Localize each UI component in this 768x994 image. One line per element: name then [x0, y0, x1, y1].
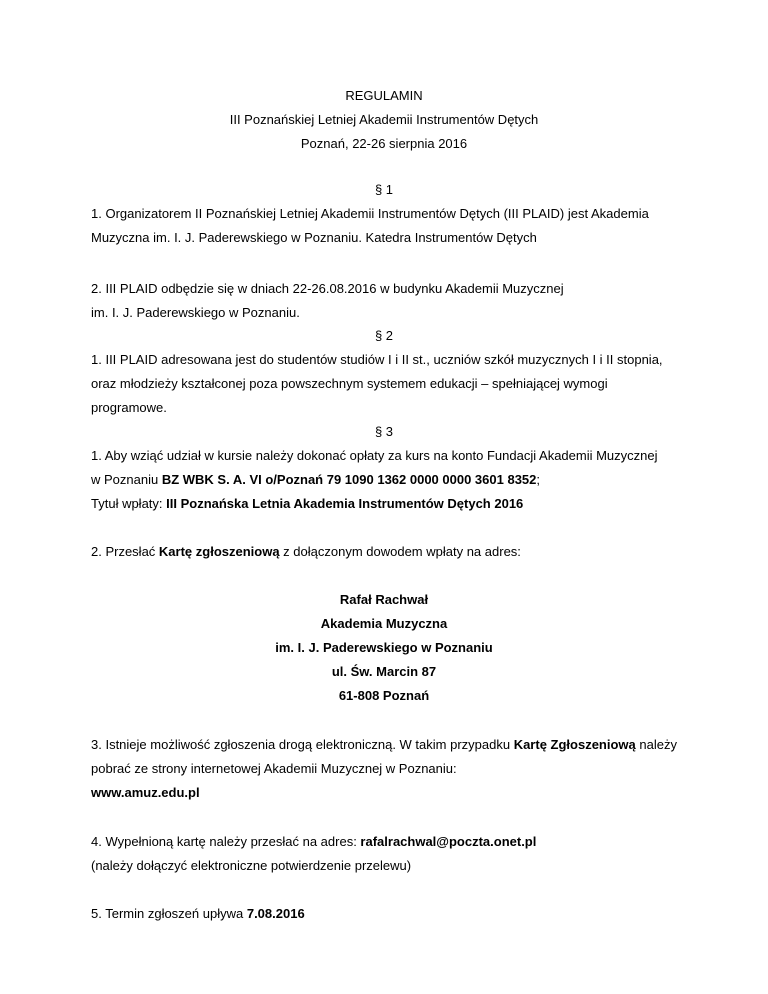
- s3-paragraph-1-line-1: 1. Aby wziąć udział w kursie należy dokonać opłaty za kurs na konto Fundacji Akademii Muzycznej: [91, 448, 658, 463]
- website-url: [91, 785, 200, 801]
- s3-bank-suffix: ;: [536, 472, 541, 487]
- s3-paragraph-1-line-3: [91, 496, 523, 512]
- s3-p3-prefix: 3. Istnieje możliwość zgłoszenia drogą elektroniczną. W takim przypadku: [91, 737, 514, 752]
- s3-p2-suffix: z dołączonym dowodem wpłaty na adres:: [279, 544, 521, 559]
- s3-paragraph-5: [91, 906, 305, 922]
- s2-paragraph-1-line-3: programowe.: [91, 400, 167, 415]
- s3-paragraph-3-line-1: [91, 737, 677, 753]
- email-address: rafalrachwal@poczta.onet.pl: [360, 834, 537, 849]
- website-url-text: www.amuz.edu.pl: [91, 785, 200, 800]
- s2-paragraph-1-line-1: 1. III PLAID adresowana jest do studentów studiów I i II st., uczniów szkół muzycznych I i II stopnia,: [91, 352, 663, 367]
- s1-paragraph-1-line-2: Muzyczna im. I. J. Paderewskiego w Poznaniu. Katedra Instrumentów Dętych: [91, 230, 537, 245]
- bank-account-number: BZ WBK S. A. VI o/Poznań 79 1090 1362 0000 0000 3601 8352: [161, 472, 537, 487]
- s1-paragraph-2-line-2: im. I. J. Paderewskiego w Poznaniu.: [91, 305, 300, 320]
- application-card-term: Kartę zgłoszeniową: [158, 544, 280, 559]
- s3-paragraph-4-line-2: (należy dołączyć elektroniczne potwierdzenie przelewu): [91, 858, 412, 873]
- transfer-title-label: Tytuł wpłaty:: [91, 496, 167, 511]
- application-card-term-2: Kartę Zgłoszeniową: [513, 737, 636, 752]
- address-street: ul. Św. Marcin 87: [331, 664, 437, 679]
- s3-p3-suffix: należy: [635, 737, 677, 752]
- address-org: Akademia Muzyczna: [320, 616, 448, 631]
- deadline-date: 7.08.2016: [246, 906, 305, 921]
- s3-paragraph-3-line-2: pobrać ze strony internetowej Akademii Muzycznej w Poznaniu:: [91, 761, 457, 776]
- s3-p2-prefix: 2. Przesłać: [91, 544, 159, 559]
- s3-bank-prefix: w Poznaniu: [91, 472, 162, 487]
- transfer-title-value: III Poznańska Letnia Akademia Instrumentów Dętych 2016: [166, 496, 524, 511]
- s3-p4-prefix: 4. Wypełnioną kartę należy przesłać na adres:: [91, 834, 361, 849]
- s3-paragraph-1-line-2: [91, 472, 540, 488]
- address-city: 61-808 Poznań: [338, 688, 430, 703]
- s1-paragraph-2-line-1: 2. III PLAID odbędzie się w dniach 22-26.08.2016 w budynku Akademii Muzycznej: [91, 281, 564, 296]
- s3-p5-prefix: 5. Termin zgłoszeń upływa: [91, 906, 247, 921]
- document-subtitle: III Poznańskiej Letniej Akademii Instrumentów Dętych: [229, 112, 539, 127]
- s3-paragraph-4-line-1: [91, 834, 536, 850]
- address-name: Rafał Rachwał: [339, 592, 429, 607]
- event-place-date: Poznań, 22-26 sierpnia 2016: [300, 136, 468, 151]
- section-1-heading: § 1: [374, 182, 394, 197]
- s3-paragraph-2: [91, 544, 521, 560]
- section-2-heading: § 2: [374, 328, 394, 343]
- section-3-heading: § 3: [374, 424, 394, 439]
- document-title: REGULAMIN: [345, 88, 423, 103]
- s2-paragraph-1-line-2: oraz młodzieży kształconej poza powszechnym systemem edukacji – spełniającej wymogi: [91, 376, 608, 391]
- s1-paragraph-1-line-1: 1. Organizatorem II Poznańskiej Letniej Akademii Instrumentów Dętych (III PLAID) jest Akademia: [91, 206, 649, 221]
- address-org-2: im. I. J. Paderewskiego w Poznaniu: [275, 640, 493, 655]
